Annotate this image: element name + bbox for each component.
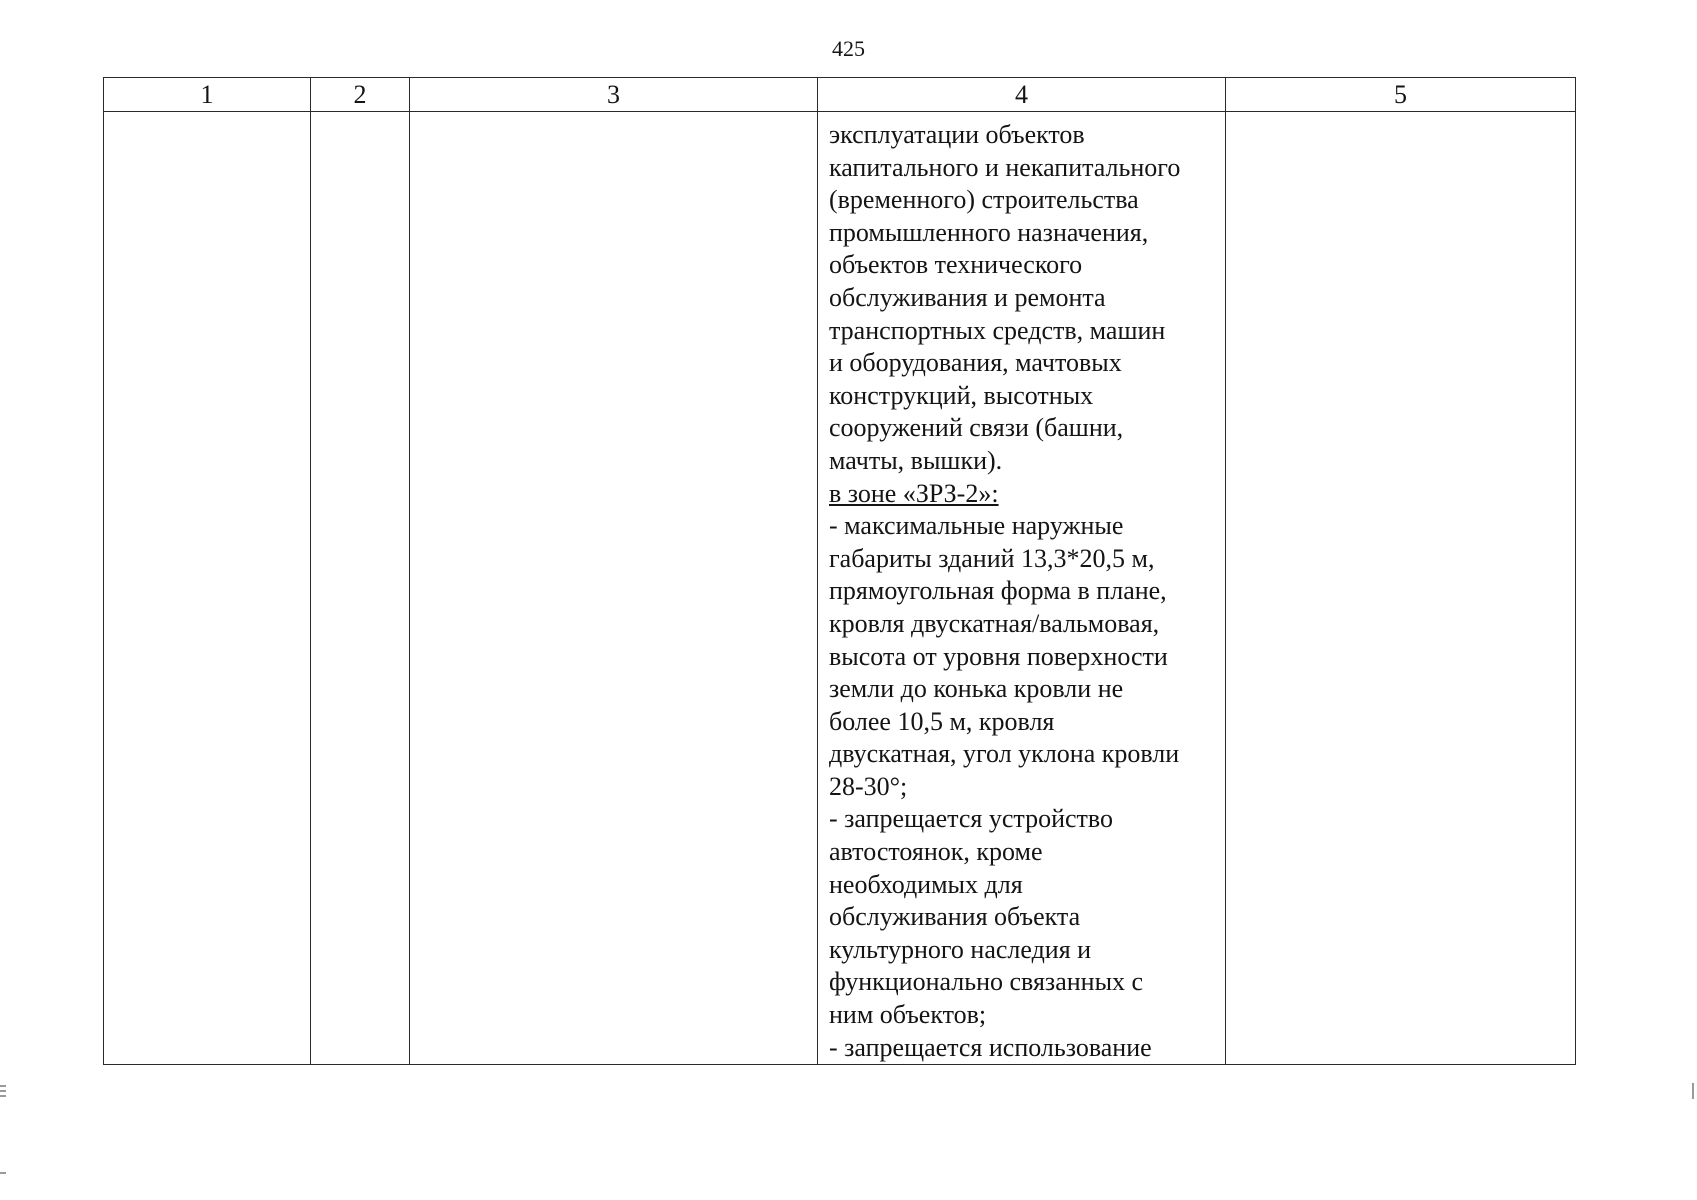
text-line: двускатная, угол уклона кровли (829, 739, 1180, 769)
text-line: (временного) строительства (829, 185, 1139, 215)
text-line: транспортных средств, машин (829, 315, 1166, 345)
column-header-2: 2 (311, 78, 410, 112)
text-line: объектов технического (829, 250, 1083, 280)
text-line: обслуживания объекта (829, 902, 1081, 932)
cell-col-1 (104, 112, 311, 1065)
text-line: - запрещается использование (829, 1032, 1152, 1062)
text-line: - максимальные наружные (829, 511, 1124, 541)
text-line: ним объектов; (829, 1000, 987, 1030)
scan-mark-left-bottom (0, 1095, 6, 1097)
cell-col-5 (1226, 112, 1576, 1065)
text-line: кровля двускатная/вальмовая, (829, 608, 1160, 638)
text-line: эксплуатации объектов (829, 120, 1085, 149)
cell-col-2 (311, 112, 410, 1065)
zone-heading: в зоне «ЗРЗ-2»: (829, 478, 999, 508)
table-header-row (104, 78, 1576, 112)
text-line: сооружений связи (башни, (829, 413, 1124, 443)
scan-mark-left-top (0, 1085, 6, 1087)
text-line: функционально связанных с (829, 967, 1144, 997)
text-line: промышленного назначения, (829, 217, 1149, 247)
text-line: 28-30°; (829, 771, 908, 801)
text-line: высота от уровня поверхности (829, 641, 1168, 671)
table-row (104, 112, 1576, 1065)
text-line: автостоянок, кроме (829, 837, 1043, 867)
text-line: габариты зданий 13,3*20,5 м, (829, 543, 1155, 573)
text-line: земли до конька кровли не (829, 674, 1124, 704)
text-line: мачты, вышки). (829, 445, 1003, 475)
cell-col-3 (410, 112, 818, 1065)
text-line: - запрещается устройство (829, 804, 1113, 834)
column-header-4: 4 (818, 78, 1226, 112)
text-line: и оборудования, мачтовых (829, 348, 1122, 378)
text-line: культурного наследия и (829, 934, 1092, 964)
cell-col-4-text (818, 112, 1225, 1064)
scan-mark-left-lower (0, 1172, 6, 1174)
scan-mark-right (1692, 1083, 1694, 1099)
scan-mark-left-mid (0, 1090, 6, 1092)
page-number: 425 (832, 36, 865, 61)
column-header-5: 5 (1226, 78, 1576, 112)
text-line: более 10,5 м, кровля (829, 706, 1055, 736)
text-line: капитального и некапитального (829, 152, 1181, 182)
text-line: прямоугольная форма в плане, (829, 576, 1167, 606)
column-header-3: 3 (410, 78, 818, 112)
column-header-1: 1 (104, 78, 311, 112)
text-line: необходимых для (829, 869, 1023, 899)
document-table (103, 77, 1576, 1065)
text-line: конструкций, высотных (829, 380, 1094, 410)
text-line: обслуживания и ремонта (829, 282, 1106, 312)
cell-col-4 (818, 112, 1226, 1065)
